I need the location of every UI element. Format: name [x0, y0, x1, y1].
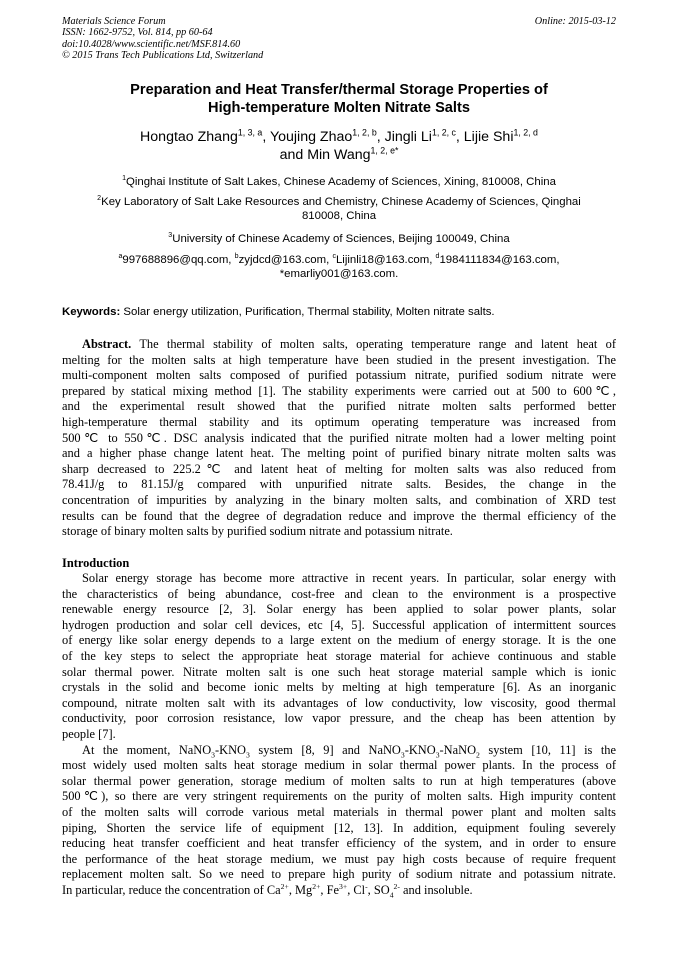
author-affil-mark: 1, 2, b — [352, 127, 377, 138]
abstract-label: Abstract. — [82, 337, 132, 351]
text-run: At the moment, NaNO — [82, 742, 212, 757]
abstract-line: 78.41J/g to 81.15J/g compared with unpurified nitrate salts. Besides, the change in the — [62, 477, 616, 492]
affil-text: Key Laboratory of Salt Lake Resources and Chemistry, Chinese Academy of Sciences, Qinghai — [101, 196, 581, 208]
intro-line — [62, 743, 616, 759]
intro-line: piping, Shorten the service life of equipment [12, 13]. In addition, equipment fouling severely — [62, 820, 616, 835]
online-date: Online: 2015-03-12 — [534, 16, 616, 27]
text-run: , Fe — [320, 882, 340, 897]
affil-text: University of Chinese Academy of Sciences, Beijing 100049, China — [172, 233, 510, 245]
intro-line: people [7]. — [62, 726, 116, 741]
abstract-line: 500℃ to 550℃. DSC analysis indicated that the purified nitrate molten had a lower melting point — [62, 430, 616, 445]
journal-header — [62, 16, 263, 62]
journal-name: Materials Science Forum — [62, 16, 166, 27]
subscript: 4 — [389, 890, 394, 900]
subscript: 3 — [400, 750, 405, 759]
intro-line: the performance of the heat storage medium, we must pay high costs because of require frequent — [62, 851, 616, 866]
email-mark: b — [234, 253, 239, 261]
email-link[interactable]: 997688896@qq.com, — [122, 254, 235, 266]
affiliation-3 — [62, 232, 616, 246]
text-run: , SO — [367, 882, 390, 897]
author-name: , Lijie Shi — [455, 129, 514, 145]
text-run: In particular, reduce the concentration of Ca — [62, 882, 281, 897]
intro-body — [62, 571, 616, 898]
intro-line: of energy like solar energy depends to a large extent on the medium of energy storage. It is the one — [62, 633, 616, 648]
keywords — [62, 305, 616, 319]
issn-line: ISSN: 1662-9752, Vol. 814, pp 60-64 — [62, 27, 213, 39]
abstract-line: results can be found that the degree of degradation reduce and improve the thermal efficiency of the — [62, 508, 616, 523]
abstract-text: The thermal stability of molten salts, operating temperature range and latent heat of — [139, 337, 616, 351]
abstract-line: storage of binary molten salts by purified sodium nitrate and potassium nitrate. — [62, 524, 453, 539]
abstract-line: and a higher phase change latent heat. The melting point of purified binary nitrate molten salts was — [62, 446, 616, 461]
email-mark: a — [118, 253, 123, 261]
author-affil-mark: 1, 3, a — [237, 127, 263, 138]
intro-line: Solar energy storage has become more attractive in recent years. In particular, solar energy with — [82, 571, 616, 585]
superscript: - — [365, 881, 368, 891]
intro-line: solar thermal power generation, storage medium of molten salts to run at high temperatures (above — [62, 773, 616, 788]
intro-line: crystals in the solid and become ionic melts by melting at high temperature [6]. As an inorganic — [62, 680, 616, 695]
intro-line: most widely used molten salts heat storage medium in solar thermal power plants. In the process of — [62, 758, 616, 773]
title-line-2: High-temperature Molten Nitrate Salts — [208, 99, 470, 116]
affil-number: 1 — [122, 175, 126, 183]
subscript: 3 — [246, 750, 250, 759]
intro-line: conductivity, poor corrosion resistance, low vapor pressure, and the cheap has been attention by — [62, 711, 616, 726]
email-link[interactable]: 1984111834@163.com, — [439, 254, 560, 266]
affil-text: 810008, China — [301, 210, 377, 223]
affil-number: 2 — [97, 195, 102, 203]
author-name: , Jingli Li — [376, 129, 432, 145]
author-affil-mark: 1, 2, e* — [370, 145, 399, 156]
text-run: -KNO — [215, 742, 246, 757]
doi-line: doi:10.4028/www.scientific.net/MSF.814.60 — [62, 38, 241, 50]
intro-line: the characteristics of being abundance, cost-free and clean to the environment is a prospective — [62, 586, 616, 601]
intro-line: replacement molten salt. So we need to prepare high purity of sodium nitrate and potassium nitrate. — [62, 867, 616, 882]
superscript: 2+ — [280, 881, 289, 891]
intro-line: reducing heat transfer coefficient and heat transfer efficiency of the system, and in order to ensure — [62, 836, 616, 851]
subscript: 3 — [435, 750, 440, 759]
affil-number: 3 — [168, 232, 173, 240]
intro-line: compound, nitrate molten salt with its advantages of low conductivity, low viscosity, good thermal — [62, 695, 616, 710]
intro-line: of the key steps to select the appropriate heat storage material for achieve continuous and stable — [62, 648, 616, 663]
email-mark: d — [435, 253, 440, 261]
email-list — [62, 253, 616, 282]
author-name: and Min Wang — [279, 147, 371, 163]
text-run: system [8, 9] and NaNO — [249, 742, 401, 757]
title-line-1: Preparation and Heat Transfer/thermal Storage Properties of — [130, 82, 548, 98]
intro-line: renewable energy resource [2, 3]. Solar energy has been applied to solar power plants, solar — [62, 602, 616, 617]
abstract-line: sharp decreased to 225.2℃ and latent heat of melting for molten salts was also reduced from — [62, 461, 616, 476]
abstract — [62, 337, 616, 540]
intro-line: solar thermal power. Nitrate molten salt is one such heat storage material sample which is ionic — [62, 664, 616, 679]
abstract-lines — [62, 353, 616, 540]
abstract-line: multi-component molten salts composed of purified potassium nitrate, purified sodium nitrate were — [62, 368, 616, 383]
abstract-line: melting for the molten salts at high temperature have been studied in the present investigation. The — [62, 352, 616, 367]
keywords-label: Keywords: — [62, 306, 121, 318]
abstract-line: prepared by statical mixing method [1]. The stability experiments were carried out at 500 to 600℃, — [62, 383, 616, 398]
intro-paragraph-1 — [62, 571, 616, 743]
subscript: 3 — [211, 750, 216, 759]
text-run: -NaNO — [439, 742, 477, 757]
abstract-line: high-temperature thermal stability and its optimum operating temperature was increased from — [62, 414, 616, 429]
section-heading-introduction: Introduction — [62, 556, 130, 570]
paper-title — [62, 82, 616, 117]
text-run: , Cl — [347, 882, 366, 897]
abstract-line — [62, 337, 616, 353]
superscript: 3+ — [339, 881, 348, 891]
intro-line: hydrogen production and solar cell devices, etc [4, 5]. Successful application of intermittent sources — [62, 617, 616, 632]
affil-text: Qinghai Institute of Salt Lakes, Chinese Academy of Sciences, Xining, 810008, China — [125, 176, 556, 188]
affiliation-1 — [62, 175, 616, 189]
email-link[interactable]: Lijinli18@163.com, — [335, 254, 436, 266]
author-affil-mark: 1, 2, d — [513, 127, 538, 138]
keywords-text: Solar energy utilization, Purification, Thermal stability, Molten nitrate salts. — [120, 306, 495, 318]
intro-line: of the molten salts will corrode various metal materials in thermal power plant and molten salts — [62, 804, 616, 819]
subscript: 2 — [476, 750, 480, 759]
email-mark: c — [332, 253, 336, 261]
text-run: -KNO — [404, 742, 436, 757]
superscript: 2+ — [312, 881, 321, 891]
author-name: Hongtao Zhang — [140, 129, 238, 145]
author-name: , Youjing Zhao — [262, 129, 353, 145]
email-link[interactable]: zyjdcd@163.com, — [238, 254, 333, 266]
text-run: , Mg — [288, 882, 313, 897]
superscript: 2- — [393, 881, 400, 891]
intro-paragraph-2 — [62, 758, 616, 883]
abstract-line: and the experimental result showed that the purified nitrate molten salts performed better — [62, 399, 616, 414]
author-list — [62, 128, 616, 164]
text-run: system [10, 11] is the — [479, 742, 617, 757]
copyright-line: © 2015 Trans Tech Publications Ltd, Switzerland — [62, 50, 264, 62]
intro-line: 500℃), so there are very stringent requirements on the purity of molten salts. High impurity content — [62, 789, 616, 804]
abstract-line: concentration of impurities by analyzing in the binary molten salts, and combination of XRD test — [62, 492, 616, 507]
author-affil-mark: 1, 2, c — [431, 127, 456, 138]
email-link[interactable]: *emarliy001@163.com. — [279, 268, 399, 281]
intro-line — [62, 883, 616, 899]
text-run: and insoluble. — [399, 882, 473, 897]
affiliation-2 — [62, 195, 616, 224]
